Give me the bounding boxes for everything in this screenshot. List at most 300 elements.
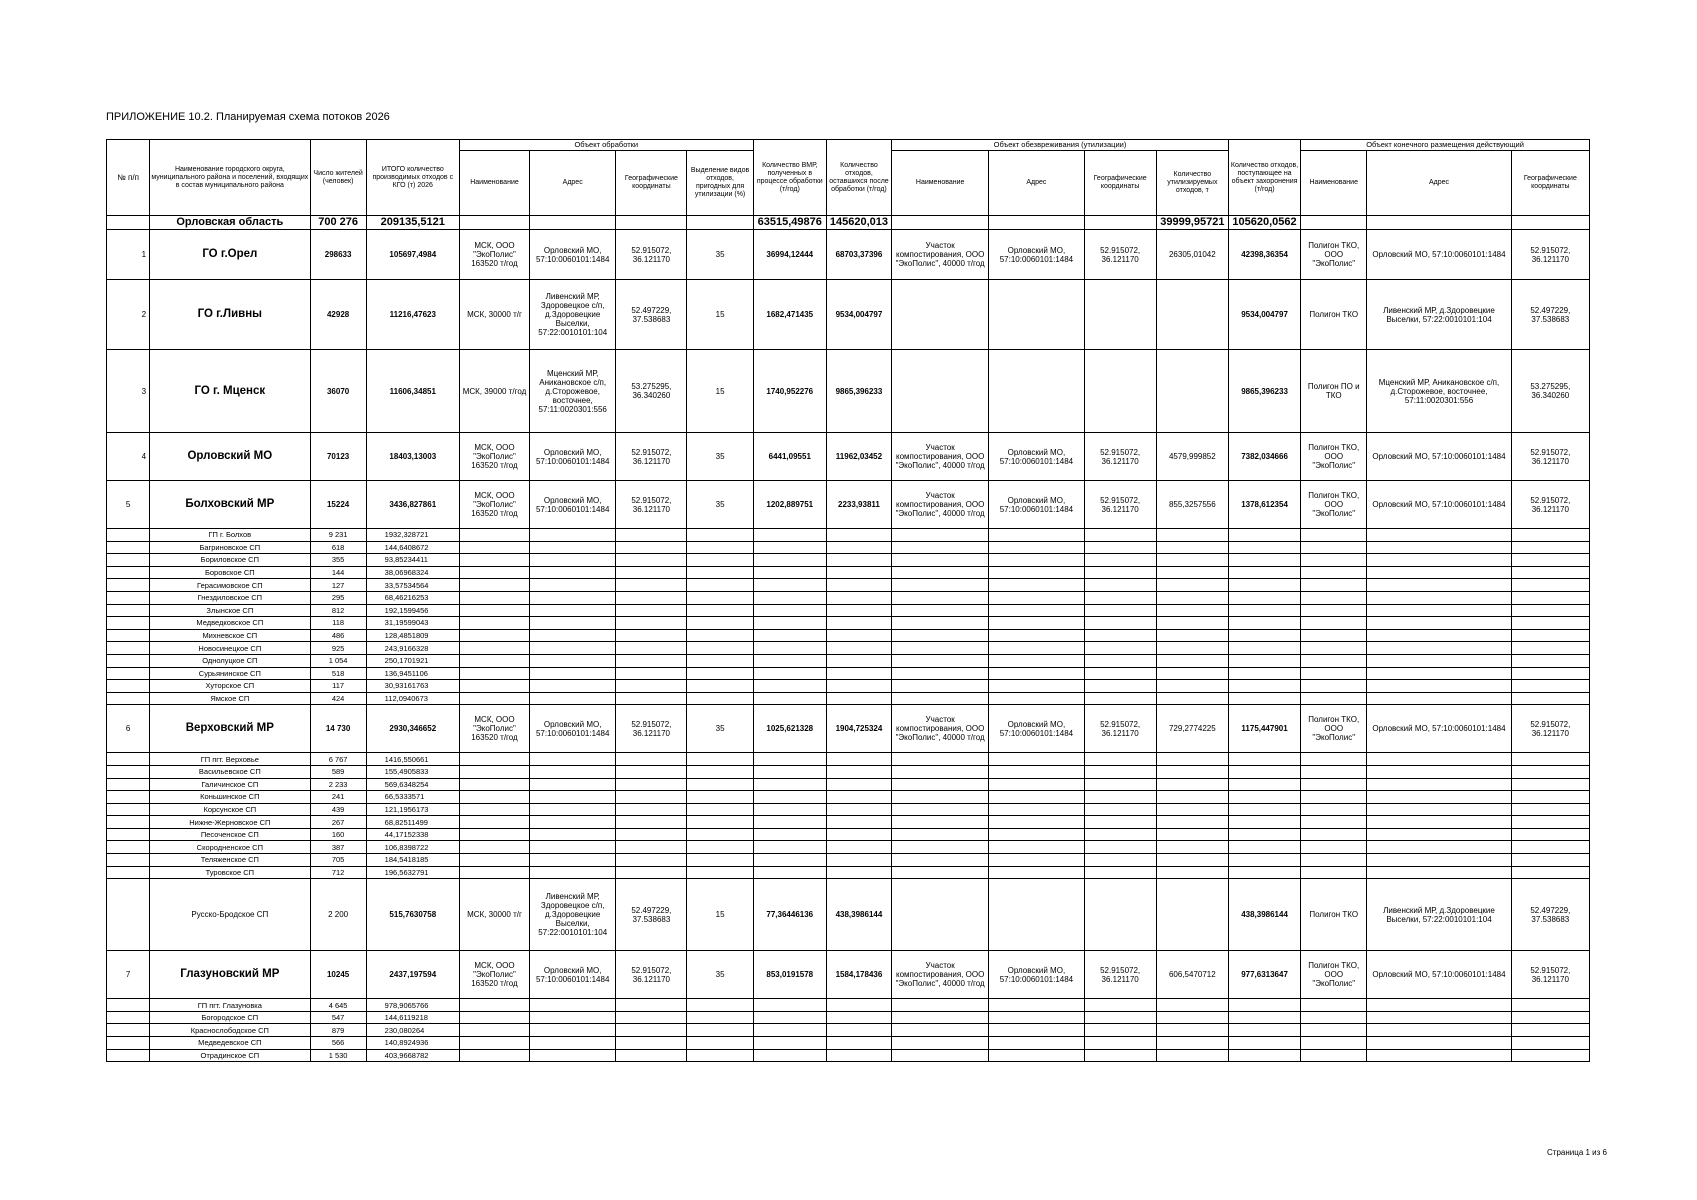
empty-cell — [1228, 692, 1300, 705]
disposal-name: Участок компостирования, ООО "ЭкоПолис", 40000 т/год — [892, 433, 989, 481]
settlement-name: Гнездиловское СП — [150, 591, 310, 604]
empty-cell — [1228, 1011, 1300, 1024]
empty-cell — [616, 866, 687, 879]
settlement-pop: 1 054 — [310, 654, 366, 667]
empty-cell — [616, 1049, 687, 1062]
empty-cell — [687, 554, 753, 567]
empty-cell — [530, 753, 616, 766]
processing-coords: 52.497229, 37.538683 — [616, 879, 687, 951]
empty-cell — [753, 765, 826, 778]
settlement-pop: 589 — [310, 765, 366, 778]
settlement-name: ГП г. Болхов — [150, 529, 310, 542]
processing-address: Орловский МО, 57:10:0060101:1484 — [530, 230, 616, 280]
empty-cell — [1084, 680, 1156, 693]
burial-amount: 42398,36354 — [1228, 230, 1300, 280]
settlement-pop: 9 231 — [310, 529, 366, 542]
empty-cell — [1511, 816, 1589, 829]
final-name: Полигон ТКО — [1301, 280, 1367, 350]
empty-cell — [1084, 753, 1156, 766]
processing-percent: 35 — [687, 481, 753, 529]
empty-cell — [687, 816, 753, 829]
empty-cell — [107, 1037, 150, 1050]
vmr-amount: 853,0191578 — [753, 951, 826, 999]
empty-cell — [1511, 1037, 1589, 1050]
settlement-pop: 618 — [310, 541, 366, 554]
document-title: ПРИЛОЖЕНИЕ 10.2. Планируемая схема потоков 2026 — [106, 111, 390, 123]
settlement-total: 144,6119218 — [366, 1011, 459, 1024]
empty-cell — [1156, 529, 1228, 542]
settlement-name: Медведевское СП — [150, 1037, 310, 1050]
burial-amount: 9865,396233 — [1228, 350, 1300, 433]
disposal-amount: 4579,999852 — [1156, 433, 1228, 481]
processing-name: МСК, ООО "ЭкоПолис" 163520 т/год — [459, 433, 529, 481]
disposal-address — [989, 350, 1084, 433]
settlement-row — [107, 692, 1590, 705]
empty-cell — [459, 765, 529, 778]
empty-cell — [753, 692, 826, 705]
settlement-pop: 705 — [310, 854, 366, 867]
settlement-pop: 241 — [310, 791, 366, 804]
empty-cell — [989, 554, 1084, 567]
disposal-address: Орловский МО, 57:10:0060101:1484 — [989, 230, 1084, 280]
empty-cell — [826, 591, 891, 604]
row-number: 3 — [107, 350, 150, 433]
empty-cell — [616, 617, 687, 630]
empty-cell — [530, 1037, 616, 1050]
empty-cell — [826, 529, 891, 542]
settlement-total: 106,8398722 — [366, 841, 459, 854]
empty-cell — [826, 654, 891, 667]
empty-cell — [989, 529, 1084, 542]
empty-cell — [1367, 816, 1511, 829]
settlement-row — [107, 1011, 1590, 1024]
empty-cell — [107, 654, 150, 667]
empty-cell — [687, 629, 753, 642]
empty-cell — [826, 604, 891, 617]
empty-cell — [1084, 642, 1156, 655]
empty-cell — [1228, 541, 1300, 554]
settlement-row — [107, 541, 1590, 554]
empty-cell — [1367, 1011, 1511, 1024]
empty-cell — [459, 629, 529, 642]
empty-cell — [616, 1011, 687, 1024]
empty-cell — [1511, 642, 1589, 655]
empty-cell — [1228, 629, 1300, 642]
district-total: 2437,197594 — [366, 951, 459, 999]
empty-cell — [1156, 841, 1228, 854]
empty-cell — [826, 854, 891, 867]
empty-cell — [616, 654, 687, 667]
settlement-total: 250,1701921 — [366, 654, 459, 667]
empty-cell — [1156, 1024, 1228, 1037]
empty-cell — [1228, 828, 1300, 841]
empty-cell — [989, 629, 1084, 642]
empty-cell — [1301, 692, 1367, 705]
empty-cell — [616, 816, 687, 829]
empty-cell — [1228, 654, 1300, 667]
region-row — [107, 216, 1590, 230]
empty-cell — [1511, 1049, 1589, 1062]
settlement-pop: 879 — [310, 1024, 366, 1037]
final-coords: 53.275295, 36.340260 — [1511, 350, 1589, 433]
empty-cell — [530, 541, 616, 554]
settlement-row — [107, 654, 1590, 667]
empty-cell — [107, 667, 150, 680]
empty-cell — [459, 566, 529, 579]
empty-cell — [1156, 629, 1228, 642]
district-name: Орловский МО — [150, 433, 310, 481]
empty-cell — [107, 778, 150, 791]
processing-percent: 35 — [687, 951, 753, 999]
settlement-total: 403,9668782 — [366, 1049, 459, 1062]
empty-cell — [1084, 554, 1156, 567]
empty-cell — [616, 579, 687, 592]
empty-cell — [1367, 591, 1511, 604]
processing-name: МСК, ООО "ЭкоПолис" 163520 т/год — [459, 481, 529, 529]
empty-cell — [753, 1037, 826, 1050]
settlement-row — [107, 765, 1590, 778]
disposal-address: Орловский МО, 57:10:0060101:1484 — [989, 481, 1084, 529]
disposal-address: Орловский МО, 57:10:0060101:1484 — [989, 705, 1084, 753]
empty-cell — [459, 1024, 529, 1037]
empty-cell — [530, 642, 616, 655]
settlement-name: Хуторское СП — [150, 680, 310, 693]
empty-cell — [1228, 642, 1300, 655]
burial-amount: 1175,447901 — [1228, 705, 1300, 753]
empty-cell — [1156, 816, 1228, 829]
empty-cell — [753, 999, 826, 1012]
empty-cell — [1367, 828, 1511, 841]
processing-address: Ливенский МР, Здоровецкое с/п, д.Здоровецкие Выселки, 57:22:0010101:104 — [530, 879, 616, 951]
empty-cell — [107, 1049, 150, 1062]
settlement-row — [107, 803, 1590, 816]
empty-cell — [753, 1049, 826, 1062]
settlement-row — [107, 753, 1590, 766]
empty-cell — [826, 791, 891, 804]
settlement-name: Сурьянинское СП — [150, 667, 310, 680]
empty-cell — [1367, 566, 1511, 579]
empty-cell — [459, 999, 529, 1012]
settlement-pop: 267 — [310, 816, 366, 829]
empty-cell — [1228, 753, 1300, 766]
empty-cell — [1156, 554, 1228, 567]
settlement-total: 121,1956173 — [366, 803, 459, 816]
empty-cell — [826, 1049, 891, 1062]
vmr-amount: 77,36446136 — [753, 879, 826, 951]
settlement-total: 136,9451106 — [366, 667, 459, 680]
empty-cell — [1228, 999, 1300, 1012]
empty-cell — [530, 854, 616, 867]
empty-cell — [1511, 753, 1589, 766]
empty-cell — [107, 680, 150, 693]
empty-cell — [530, 803, 616, 816]
settlement-name: Туровское СП — [150, 866, 310, 879]
empty-cell — [1367, 791, 1511, 804]
empty-cell — [687, 692, 753, 705]
processing-percent: 15 — [687, 350, 753, 433]
disposal-coords — [1084, 350, 1156, 433]
header-vmr: Количество ВМР, полученных в процессе обработки (т/год) — [753, 140, 826, 216]
header-d-geo: Географические координаты — [1084, 151, 1156, 216]
empty-cell — [1367, 1024, 1511, 1037]
empty-cell — [1084, 579, 1156, 592]
processing-address: Орловский МО, 57:10:0060101:1484 — [530, 705, 616, 753]
empty-cell — [616, 629, 687, 642]
empty-cell — [1301, 854, 1367, 867]
empty-cell — [1301, 642, 1367, 655]
empty-cell — [459, 579, 529, 592]
empty-cell — [530, 778, 616, 791]
empty-cell — [107, 554, 150, 567]
disposal-coords: 52.915072, 36.121170 — [1084, 951, 1156, 999]
settlement-total: 93,85234411 — [366, 554, 459, 567]
empty-cell — [459, 866, 529, 879]
empty-cell — [826, 1037, 891, 1050]
empty-cell — [826, 778, 891, 791]
row-number: 7 — [107, 951, 150, 999]
header-name: Наименование городского округа, муниципального района и поселений, входящих в состав муниципального района — [150, 140, 310, 216]
empty-cell — [892, 879, 989, 951]
empty-cell — [892, 803, 989, 816]
empty-cell — [1301, 566, 1367, 579]
empty-cell — [1301, 591, 1367, 604]
empty-cell — [530, 566, 616, 579]
empty-cell — [687, 579, 753, 592]
empty-cell — [1084, 828, 1156, 841]
settlement-pop: 118 — [310, 617, 366, 630]
empty-cell — [826, 667, 891, 680]
settlement-name: Нижне-Жерновское СП — [150, 816, 310, 829]
settlement-total: 1932,328721 — [366, 529, 459, 542]
empty-cell — [1228, 791, 1300, 804]
final-address: Орловский МО, 57:10:0060101:1484 — [1367, 433, 1511, 481]
empty-cell — [1156, 654, 1228, 667]
empty-cell — [892, 566, 989, 579]
district-row — [107, 481, 1590, 529]
burial-amount: 977,6313647 — [1228, 951, 1300, 999]
empty-cell — [1511, 778, 1589, 791]
settlement-row — [107, 680, 1590, 693]
settlement-total: 140,8924936 — [366, 1037, 459, 1050]
empty-cell — [107, 765, 150, 778]
district-total: 2930,346652 — [366, 705, 459, 753]
final-coords: 52.915072, 36.121170 — [1511, 951, 1589, 999]
empty-cell — [1301, 841, 1367, 854]
settlement-name: Бориловское СП — [150, 554, 310, 567]
burial-amount: 9534,004797 — [1228, 280, 1300, 350]
empty-cell — [1084, 591, 1156, 604]
settlement-total: 128,4851809 — [366, 629, 459, 642]
processing-address: Мценский МР, Аникановское с/п, д.Сторожевое, восточнее, 57:11:0020301:556 — [530, 350, 616, 433]
final-address: Орловский МО, 57:10:0060101:1484 — [1367, 481, 1511, 529]
processing-name: МСК, ООО "ЭкоПолис" 163520 т/год — [459, 951, 529, 999]
empty-cell — [1084, 1049, 1156, 1062]
empty-cell — [892, 841, 989, 854]
empty-cell — [1084, 1024, 1156, 1037]
disposal-address: Орловский МО, 57:10:0060101:1484 — [989, 951, 1084, 999]
empty-cell — [530, 791, 616, 804]
settlement-pop: 566 — [310, 1037, 366, 1050]
processing-name: МСК, 30000 т/г — [459, 280, 529, 350]
district-name: ГО г. Мценск — [150, 350, 310, 433]
empty-cell — [107, 854, 150, 867]
empty-cell — [687, 753, 753, 766]
row-number: 2 — [107, 280, 150, 350]
final-address: Орловский МО, 57:10:0060101:1484 — [1367, 230, 1511, 280]
settlement-row — [107, 841, 1590, 854]
settlement-total: 68,46216253 — [366, 591, 459, 604]
empty-cell — [1367, 680, 1511, 693]
empty-cell — [1156, 765, 1228, 778]
empty-cell — [1084, 778, 1156, 791]
empty-cell — [616, 642, 687, 655]
empty-cell — [1156, 1037, 1228, 1050]
empty-cell — [1084, 765, 1156, 778]
empty-cell — [989, 604, 1084, 617]
empty-cell — [826, 1011, 891, 1024]
final-address: Орловский МО, 57:10:0060101:1484 — [1367, 705, 1511, 753]
settlement-row — [107, 1024, 1590, 1037]
empty-cell — [1367, 541, 1511, 554]
final-address: Мценский МР, Аникановское с/п, д.Сторожевое, восточнее, 57:11:0020301:556 — [1367, 350, 1511, 433]
empty-cell — [1511, 667, 1589, 680]
disposal-name: Участок компостирования, ООО "ЭкоПолис", 40000 т/год — [892, 481, 989, 529]
settlement-total: 31,19599043 — [366, 617, 459, 630]
empty-cell — [892, 828, 989, 841]
settlement-pop: 547 — [310, 1011, 366, 1024]
empty-cell — [687, 604, 753, 617]
settlement-row — [107, 566, 1590, 579]
empty-cell — [1511, 828, 1589, 841]
empty-cell — [616, 828, 687, 841]
vmr-amount: 36994,12444 — [753, 230, 826, 280]
empty-cell — [616, 854, 687, 867]
empty-cell — [826, 866, 891, 879]
settlement-name: Злынское СП — [150, 604, 310, 617]
remaining-amount: 9865,396233 — [826, 350, 891, 433]
disposal-amount: 606,5470712 — [1156, 951, 1228, 999]
empty-cell — [1367, 841, 1511, 854]
header-p-addr: Адрес — [530, 151, 616, 216]
empty-cell — [459, 642, 529, 655]
header-total: ИТОГО количество производимых отходов с КГО (т) 2026 — [366, 140, 459, 216]
empty-cell — [892, 854, 989, 867]
disposal-coords: 52.915072, 36.121170 — [1084, 705, 1156, 753]
empty-cell — [1301, 654, 1367, 667]
empty-cell — [753, 554, 826, 567]
empty-cell — [1301, 529, 1367, 542]
remaining-amount: 438,3986144 — [826, 879, 891, 951]
empty-cell — [459, 554, 529, 567]
empty-cell — [1367, 617, 1511, 630]
empty-cell — [892, 692, 989, 705]
header-group-processing: Объект обработки — [459, 140, 753, 151]
final-address: Ливенский МР, д.Здоровецкие Выселки, 57:22:0010101:104 — [1367, 280, 1511, 350]
row-number: 6 — [107, 705, 150, 753]
empty-cell — [1228, 803, 1300, 816]
empty-cell — [1156, 1049, 1228, 1062]
empty-cell — [826, 692, 891, 705]
settlement-name: Богородское СП — [150, 1011, 310, 1024]
empty-cell — [892, 753, 989, 766]
header-f-addr: Адрес — [1367, 151, 1511, 216]
empty-cell — [892, 604, 989, 617]
row-number: 5 — [107, 481, 150, 529]
settlement-row — [107, 1037, 1590, 1050]
settlement-pop: 424 — [310, 692, 366, 705]
empty-cell — [530, 629, 616, 642]
empty-cell — [1511, 765, 1589, 778]
disposal-coords — [1084, 280, 1156, 350]
processing-coords: 52.915072, 36.121170 — [616, 433, 687, 481]
empty-cell — [1156, 667, 1228, 680]
empty-cell — [107, 999, 150, 1012]
header-group-disposal: Объект обезвреживания (утилизации) — [892, 140, 1229, 151]
remaining-amount: 11962,03452 — [826, 433, 891, 481]
empty-cell — [687, 654, 753, 667]
empty-cell — [1228, 816, 1300, 829]
empty-cell — [826, 541, 891, 554]
empty-cell — [1228, 1024, 1300, 1037]
empty-cell — [459, 828, 529, 841]
empty-cell — [753, 654, 826, 667]
empty-cell — [1301, 667, 1367, 680]
settlement-row — [107, 854, 1590, 867]
empty-cell — [687, 1037, 753, 1050]
settlement-name: Скородненское СП — [150, 841, 310, 854]
empty-cell — [989, 579, 1084, 592]
processing-name: МСК, ООО "ЭкоПолис" 163520 т/год — [459, 705, 529, 753]
processing-coords: 52.915072, 36.121170 — [616, 481, 687, 529]
empty-cell — [1511, 629, 1589, 642]
processing-percent: 15 — [687, 879, 753, 951]
empty-cell — [107, 791, 150, 804]
settlement-name: Герасимовское СП — [150, 579, 310, 592]
empty-cell — [753, 866, 826, 879]
empty-cell — [1084, 854, 1156, 867]
final-name: Полигон ТКО, ООО "ЭкоПолис" — [1301, 230, 1367, 280]
disposal-name: Участок компостирования, ООО "ЭкоПолис", 40000 т/год — [892, 951, 989, 999]
empty-cell — [1084, 604, 1156, 617]
settlement-total: 243,9166328 — [366, 642, 459, 655]
empty-cell — [1511, 854, 1589, 867]
district-total: 105697,4984 — [366, 230, 459, 280]
empty-cell — [530, 866, 616, 879]
empty-cell — [1156, 753, 1228, 766]
empty-cell — [753, 1011, 826, 1024]
empty-cell — [892, 999, 989, 1012]
empty-cell — [107, 617, 150, 630]
empty-cell — [826, 642, 891, 655]
empty-cell — [1084, 529, 1156, 542]
empty-cell — [753, 753, 826, 766]
district-row — [107, 951, 1590, 999]
region-vmr: 63515,49876 — [753, 216, 826, 230]
header-group-final: Объект конечного размещения действующий — [1301, 140, 1590, 151]
empty-cell — [687, 854, 753, 867]
empty-cell — [1511, 579, 1589, 592]
empty-cell — [753, 629, 826, 642]
empty-cell — [1511, 841, 1589, 854]
settlement-name: ГП пгт. Верховье — [150, 753, 310, 766]
settlement-name: Корсунское СП — [150, 803, 310, 816]
empty-cell — [1228, 604, 1300, 617]
empty-cell — [687, 591, 753, 604]
empty-cell — [1301, 1049, 1367, 1062]
settlement-row — [107, 579, 1590, 592]
final-coords: 52.497229, 37.538683 — [1511, 879, 1589, 951]
empty-cell — [616, 529, 687, 542]
